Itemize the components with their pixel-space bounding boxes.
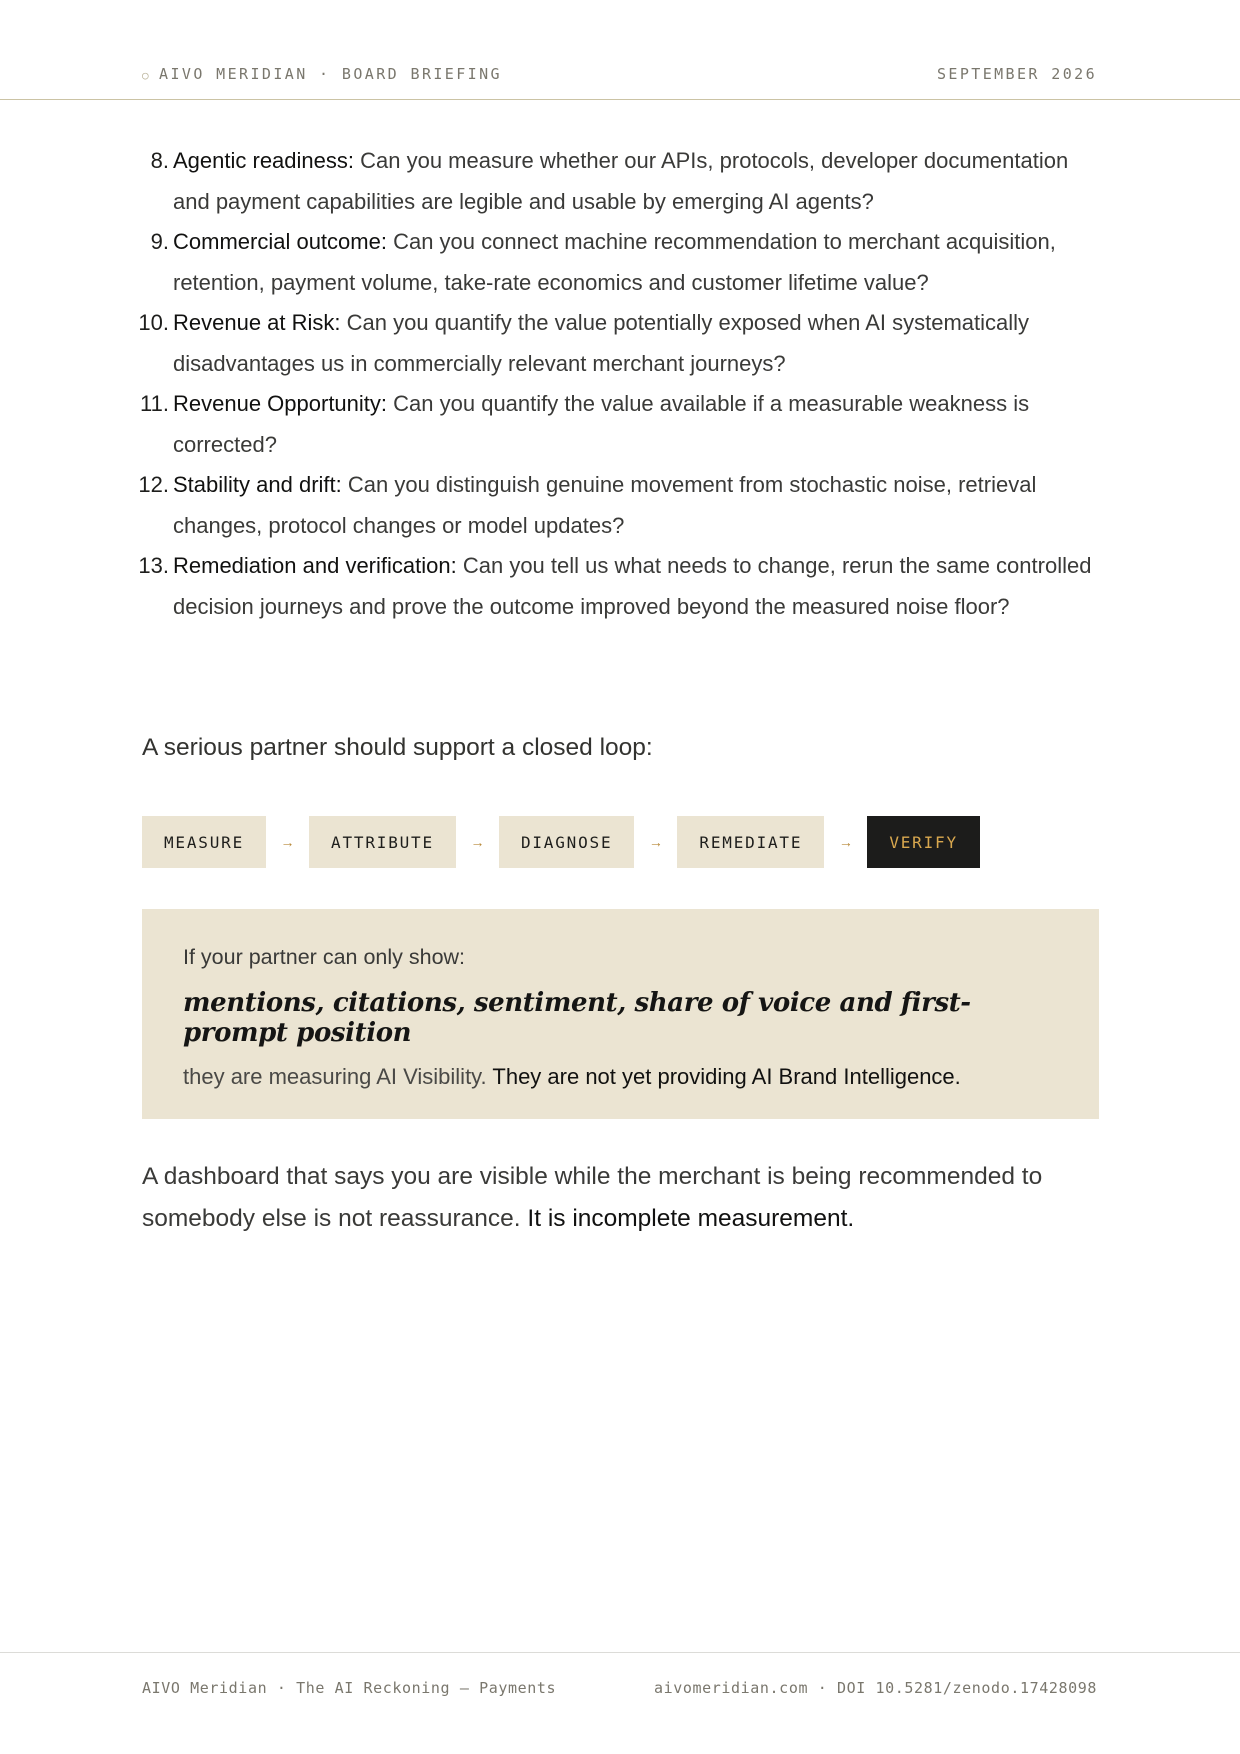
- loop-step-measure: MEASURE: [142, 816, 266, 868]
- header-date: SEPTEMBER 2026: [936, 65, 1097, 83]
- arrow-right-icon: →: [280, 834, 295, 850]
- question-label: Stability and drift:: [173, 472, 342, 497]
- closing-text: A dashboard that says you are visible while the merchant is being recommended to somebody else is not reassurance.: [142, 1163, 1043, 1232]
- footer-title: AIVO Meridian · The AI Reckoning — Payments: [142, 1679, 557, 1697]
- question-item: [138, 303, 1102, 384]
- question-number: 12.: [138, 472, 169, 497]
- arrow-right-icon: →: [470, 834, 485, 850]
- arrow-right-icon: →: [648, 834, 663, 850]
- closed-loop-flow: [142, 816, 980, 868]
- question-text: Can you connect machine recommendation to merchant acquisition, retention, payment volume, take-rate economics and customer lifetime value?: [173, 229, 1056, 295]
- arrow-right-icon: →: [838, 834, 853, 850]
- question-text: Can you quantify the value potentially exposed when AI systematically disadvantages us in commercially relevant merchant journeys?: [173, 310, 1030, 376]
- question-text: Can you quantify the value available if a measurable weakness is corrected?: [173, 391, 1030, 457]
- question-item: [138, 546, 1102, 627]
- closing-strong: It is incomplete measurement.: [527, 1205, 855, 1232]
- question-number: 9.: [150, 229, 169, 254]
- question-number: 13.: [138, 553, 169, 578]
- closing-paragraph: [142, 1156, 1102, 1240]
- question-label: Agentic readiness:: [173, 148, 354, 173]
- question-item: [142, 384, 1102, 465]
- question-item: [138, 465, 1102, 546]
- question-item: [142, 222, 1102, 303]
- question-item: [142, 141, 1102, 222]
- question-text: Can you measure whether our APIs, protocols, developer documentation and payment capabilities are legible and usable by emerging AI agents?: [173, 148, 1069, 214]
- question-number: 11.: [140, 391, 169, 416]
- loop-step-verify: VERIFY: [867, 816, 980, 868]
- callout-conclusion-strong: They are not yet providing AI Brand Intelligence.: [492, 1064, 961, 1089]
- loop-intro: A serious partner should support a closed loop:: [142, 734, 653, 761]
- loop-step-attribute: ATTRIBUTE: [309, 816, 456, 868]
- question-label: Revenue at Risk:: [173, 310, 341, 335]
- question-label: Remediation and verification:: [173, 553, 457, 578]
- question-text: Can you tell us what needs to change, rerun the same controlled decision journeys and prove the outcome improved beyond the measured noise floor?: [173, 553, 1092, 619]
- header-publication-text: AIVO MERIDIAN · BOARD BRIEFING: [159, 65, 502, 83]
- callout-box: [142, 909, 1099, 1119]
- question-label: Commercial outcome:: [173, 229, 387, 254]
- question-number: 10.: [138, 310, 169, 335]
- page-header: [0, 0, 1240, 100]
- question-text: Can you distinguish genuine movement from stochastic noise, retrieval changes, protocol changes or model updates?: [173, 472, 1037, 538]
- loop-step-remediate: REMEDIATE: [677, 816, 824, 868]
- callout-conclusion-text: they are measuring AI Visibility.: [183, 1064, 487, 1089]
- callout-metrics: mentions, citations, sentiment, share of voice and first-prompt position: [183, 988, 971, 1048]
- question-list: [138, 141, 1102, 627]
- callout-conclusion: [183, 1064, 1058, 1090]
- question-number: 8.: [150, 148, 169, 173]
- footer-citation: aivomeridian.com · DOI 10.5281/zenodo.17428098: [653, 1679, 1097, 1697]
- callout-lead: If your partner can only show:: [183, 945, 466, 969]
- circle-icon: ○: [142, 69, 152, 82]
- loop-step-diagnose: DIAGNOSE: [499, 816, 634, 868]
- question-label: Revenue Opportunity:: [173, 391, 388, 416]
- page-footer: [0, 1652, 1240, 1754]
- header-publication: [142, 65, 502, 83]
